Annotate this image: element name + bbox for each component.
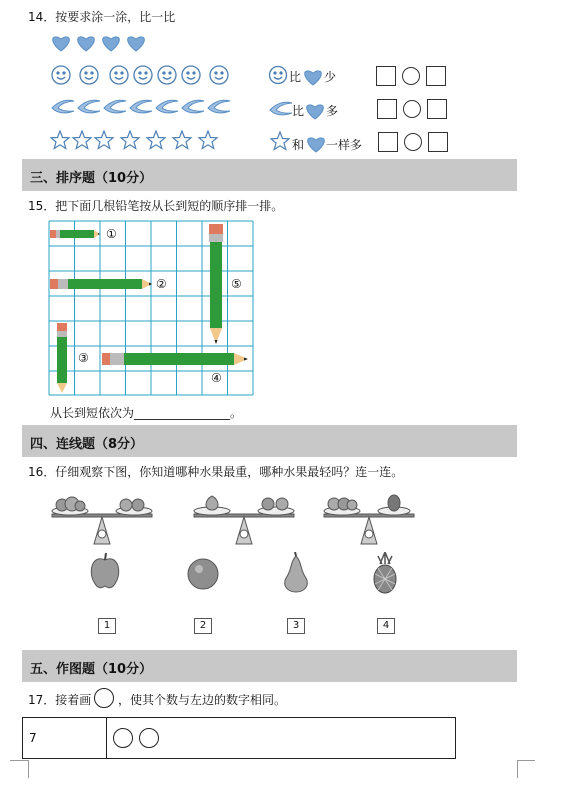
- answer-circle[interactable]: [402, 67, 420, 85]
- pencil-grid: [48, 220, 258, 398]
- answer-box[interactable]: [426, 66, 446, 86]
- answer-box[interactable]: [428, 132, 448, 152]
- heart-icon: [103, 37, 120, 51]
- page-corner-mark: [517, 760, 535, 761]
- smiley-icon: [268, 64, 288, 86]
- section-title: 四、连线题（8分）: [30, 437, 144, 452]
- row3-label-b: 一样多: [326, 138, 363, 152]
- star-row: [50, 130, 220, 152]
- orange-icon: [186, 556, 220, 592]
- pencil-3-icon: [57, 323, 67, 393]
- smiley-row: [50, 64, 235, 88]
- smiley-icon: [210, 66, 228, 84]
- q16-title: 16．仔细观察下图，你知道哪种水果最重，哪种水果最轻吗？连一连。: [28, 465, 404, 479]
- q17-drawing-cell[interactable]: [107, 718, 456, 759]
- page-corner-mark: [28, 760, 29, 778]
- star-icon: [173, 131, 191, 149]
- moon-icon: [268, 98, 292, 118]
- pencil-1-icon: [50, 230, 100, 238]
- heart-icon: [304, 100, 326, 120]
- moon-icon: [52, 100, 74, 113]
- circle-icon: [139, 728, 159, 748]
- pencil-5-icon: [209, 224, 223, 344]
- moon-icon: [104, 100, 126, 113]
- smiley-icon: [134, 66, 152, 84]
- smiley-icon: [80, 66, 98, 84]
- pencil-label-2: ②: [156, 277, 167, 291]
- answer-box[interactable]: [376, 66, 396, 86]
- pear-icon: [280, 552, 312, 594]
- circle-icon: [113, 728, 133, 748]
- balance-scales: [50, 494, 420, 550]
- smiley-icon: [182, 66, 200, 84]
- q17-title-a: 17．接着画: [28, 693, 92, 707]
- star-icon: [95, 131, 113, 149]
- pencil-label-1: ①: [106, 227, 117, 241]
- scale-icon: [52, 497, 152, 544]
- answer-box[interactable]: [377, 99, 397, 119]
- number-box[interactable]: 1: [98, 618, 116, 634]
- star-icon: [270, 131, 290, 151]
- number-box[interactable]: 4: [377, 618, 395, 634]
- smiley-icon: [110, 66, 128, 84]
- apple-icon: [88, 552, 122, 592]
- q15-title: 15．把下面几根铅笔按从长到短的顺序排一排。: [28, 199, 284, 213]
- section-header: [22, 425, 517, 457]
- section-header: [22, 650, 517, 682]
- q17-table: [22, 717, 456, 759]
- moon-icon: [156, 100, 178, 113]
- page-corner-mark: [517, 760, 518, 778]
- q17-number: 7: [23, 718, 107, 759]
- circle-icon: [94, 688, 114, 708]
- pencil-label-3: ③: [78, 351, 89, 365]
- row3-label-a: 和: [292, 138, 305, 152]
- section-title: 五、作图题（10分）: [30, 662, 153, 677]
- pineapple-icon: [370, 552, 400, 594]
- section-title: 三、排序题（10分）: [30, 171, 153, 186]
- moon-icon: [130, 100, 152, 113]
- q14-title: 14．按要求涂一涂，比一比: [28, 10, 176, 24]
- heart-icon: [302, 66, 324, 86]
- star-icon: [147, 131, 165, 149]
- star-icon: [73, 131, 91, 149]
- heart-icon: [78, 37, 95, 51]
- pencil-2-icon: [50, 279, 152, 289]
- hearts-row: [50, 32, 150, 54]
- heart-icon: [128, 37, 145, 51]
- number-box[interactable]: 2: [194, 618, 212, 634]
- pencil-label-5: ⑤: [231, 277, 242, 291]
- scale-icon: [194, 496, 294, 544]
- heart-icon: [305, 133, 327, 153]
- answer-box[interactable]: [378, 132, 398, 152]
- heart-icon: [53, 37, 70, 51]
- row1-label-a: 比: [289, 70, 302, 84]
- star-icon: [121, 131, 139, 149]
- answer-circle[interactable]: [403, 100, 421, 118]
- page-corner-mark: [10, 760, 28, 761]
- smiley-icon: [158, 66, 176, 84]
- q17-title-b: ，使其个数与左边的数字相同。: [118, 693, 287, 707]
- pencil-4-icon: [102, 353, 248, 365]
- star-icon: [51, 131, 69, 149]
- row1-label-b: 少: [324, 70, 337, 84]
- moon-row: [50, 96, 235, 118]
- section-header: [22, 159, 517, 191]
- scale-icon: [324, 495, 414, 544]
- moon-icon: [208, 100, 230, 113]
- number-box[interactable]: 3: [287, 618, 305, 634]
- pencil-label-4: ④: [211, 371, 222, 385]
- answer-box[interactable]: [427, 99, 447, 119]
- answer-circle[interactable]: [404, 133, 422, 151]
- q15-answer-line[interactable]: 从长到短依次为________________。: [50, 406, 243, 420]
- row2-label-a: 比: [292, 104, 305, 118]
- row2-label-b: 多: [326, 104, 339, 118]
- smiley-icon: [52, 66, 70, 84]
- moon-icon: [78, 100, 100, 113]
- moon-icon: [182, 100, 204, 113]
- star-icon: [199, 131, 217, 149]
